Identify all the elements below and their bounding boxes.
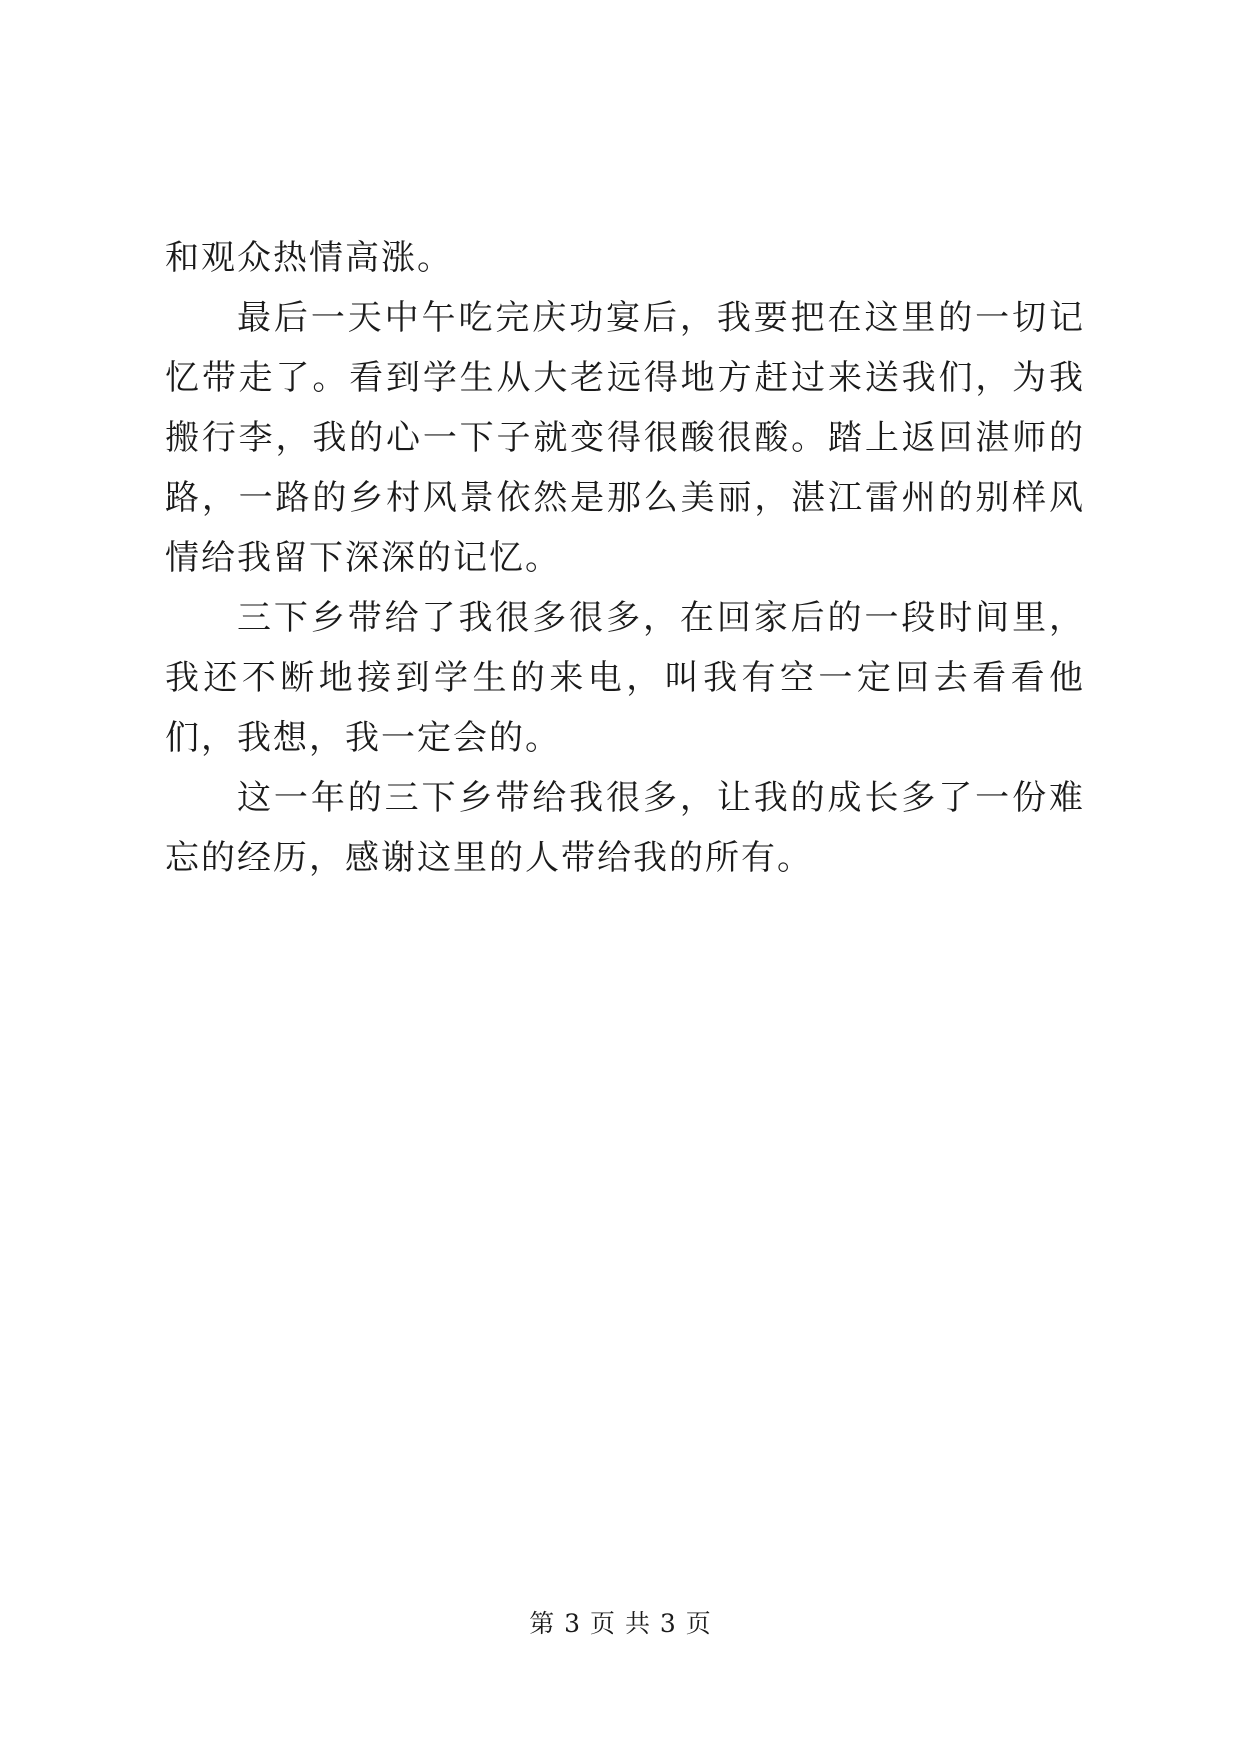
paragraph-farewell: 最后一天中午吃完庆功宴后，我要把在这里的一切记忆带走了。看到学生从大老远得地方赶过来送我们，为我搬行李，我的心一下子就变得很酸很酸。踏上返回湛师的路，一路的乡村风景依然是那么美丽，湛江雷州的别样风情给我留下深深的记忆。 <box>165 298 1085 578</box>
paragraph-after-return: 三下乡带给了我很多很多，在回家后的一段时间里，我还不断地接到学生的来电，叫我有空一定回去看看他们，我想，我一定会的。 <box>165 598 1085 758</box>
document-body <box>165 228 1085 888</box>
page-number-footer: 第 3 页 共 3 页 <box>529 1609 712 1638</box>
paragraph-continuation: 和观众热情高涨。 <box>165 238 453 278</box>
paragraph-conclusion: 这一年的三下乡带给我很多，让我的成长多了一份难忘的经历，感谢这里的人带给我的所有。 <box>165 778 1085 878</box>
